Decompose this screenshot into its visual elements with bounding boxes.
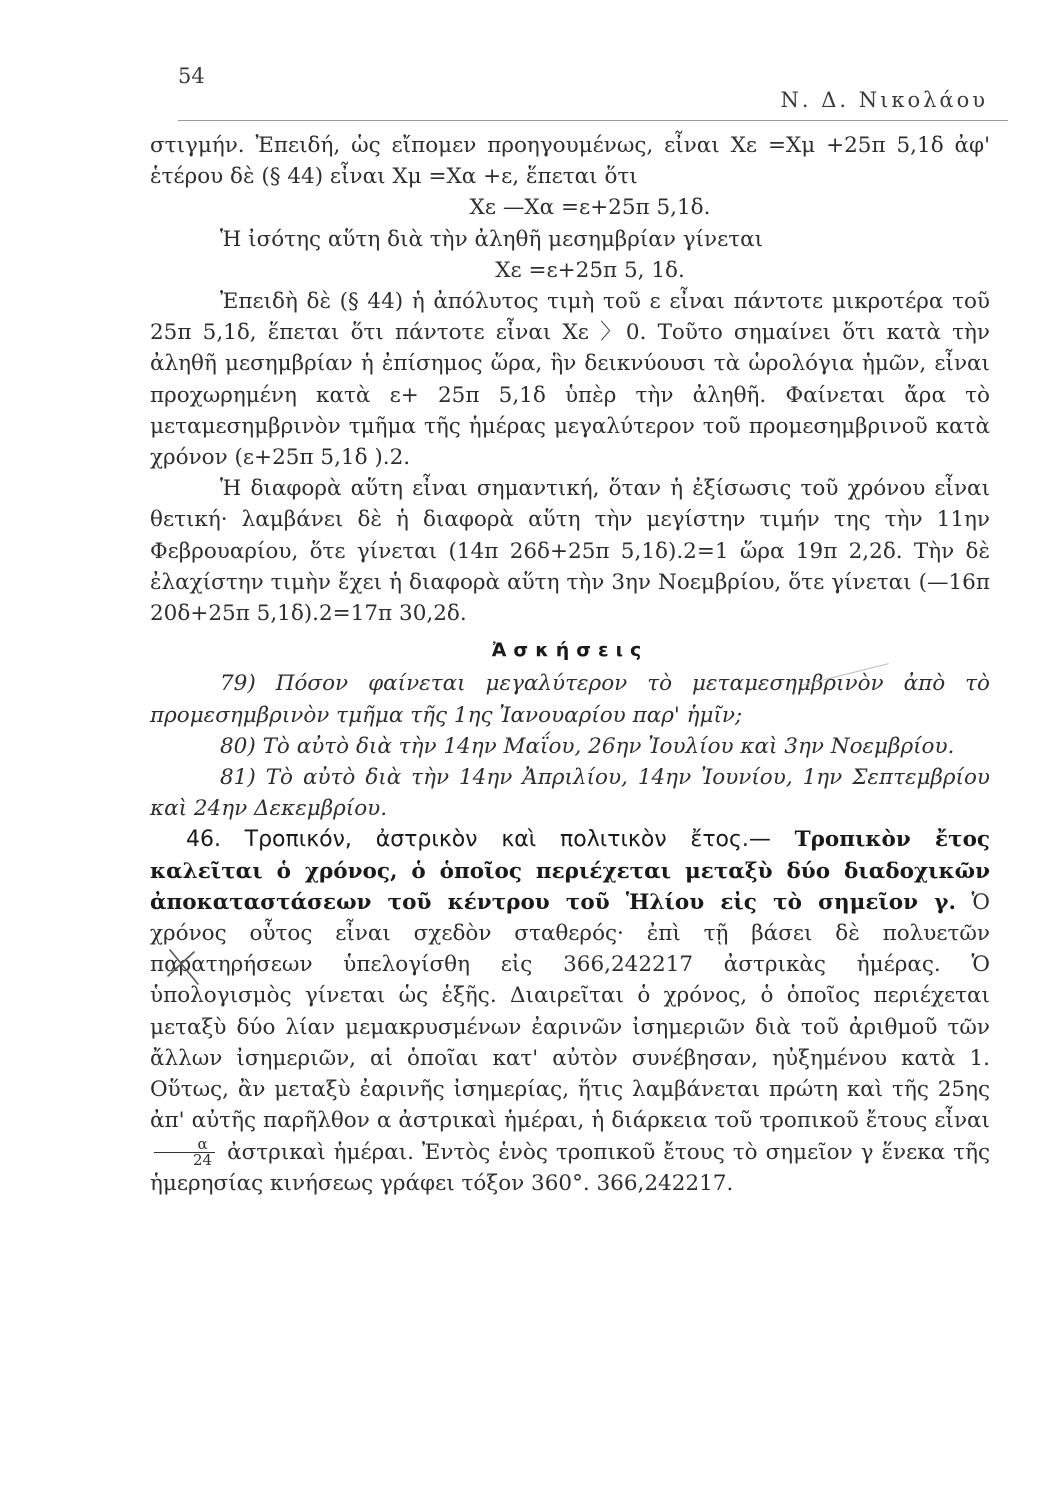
equation-2: Xε =ε+25π 5, 1δ. [495,257,685,283]
section-46 [150,824,990,1199]
paragraph-3: Ἐπειδὴ δὲ (§ 44) ἡ ἀπόλυτος τιμὴ τοῦ ε εἶναι πάντοτε μικροτέρα τοῦ 25π 5,1δ, ἕπεται ὅτι πάντοτε εἶναι Xε 〉0. Τοῦτο σημαίνει ὅτι κατὰ τὴν ἀληθῆ μεσημβρίαν ἡ ἐπίσημος ὥρα, ἣν δεικνύουσι τὰ ὡρολόγια ἡμῶν, εἶναι προχωρημένη κατὰ ε+ 25π 5,1δ ὑπὲρ τὴν ἀληθῆ. Φαίνεται ἄρα τὸ μεταμεσημβρινὸν τμῆμα τῆς ἡμέρας μεγαλύτερον τοῦ προμεσημβρινοῦ κατὰ χρόνον (ε+25π 5,1δ ).2. [150,289,990,471]
fraction [154,1137,215,1168]
page-header [178,64,1008,121]
fraction-numerator: α [154,1137,215,1153]
section-number: 46. [186,827,221,853]
exercise-81: 81) Τὸ αὐτὸ διὰ τὴν 14ην Ἀπριλίου, 14ην Ἰουνίου, 1ην Σεπτεμβρίου καὶ 24ην Δεκεμβρίου. [150,765,990,822]
paragraph-1: στιγμήν. Ἐπειδή, ὡς εἴπομεν προηγουμένως, εἶναι Xε =Xμ +25π 5,1δ ἀφ' ἑτέρου δὲ (§ 44) εἶναι Xμ =Xα +ε, ἕπεται ὅτι [150,133,990,190]
running-head-author: Ν. Δ. Νικολάου [780,88,988,112]
fraction-denominator: 24 [193,1151,213,1169]
exercise-79: 79) Πόσον φαίνεται μεγαλύτερον τὸ μεταμεσημβρινὸν ἀπὸ τὸ προμεσημβρινὸν τμῆμα τῆς 1ης Ἰανουαρίου παρ' ἡμῖν; [150,671,990,728]
section-title: Τροπικόν, ἀστρικὸν καὶ πολιτικὸν ἔτος.— [244,827,771,853]
paragraph-4: Ἡ διαφορὰ αὕτη εἶναι σημαντική, ὅταν ἡ ἐξίσωσις τοῦ χρόνου εἶναι θετική· λαμβάνει δὲ ἡ διαφορὰ αὕτη τὴν μεγίστην τιμήν της τὴν 11ην Φεβρουαρίου, ὅτε γίνεται (14π 26δ+25π 5,1δ).2=1 ὥρα 19π 2,2δ. Τὴν δὲ ἐλαχίστην τιμὴν ἔχει ἡ διαφορὰ αὕτη τὴν 3ην Νοεμβρίου, ὅτε γίνεται (—16π 20δ+25π 5,1δ).2=17π 30,2δ. [150,476,990,627]
handwritten-x-mark [164,946,204,986]
section-text-end: ἀστρικαὶ ἡμέραι. Ἐντὸς ἑνὸς τροπικοῦ ἔτους τὸ σημεῖον γ ἕνεκα τῆς ἡμερησίας κινήσεως γράφει τόξον 360°. 366,242217. [150,1139,990,1196]
equation-1: Xε —Xα =ε+25π 5,1δ. [469,195,711,221]
page-body [150,130,990,1199]
exercises-heading: Ἀσκήσεις [491,639,649,662]
section-text: Ὁ χρόνος οὗτος εἶναι σχεδὸν σταθερός· ἐπὶ τῇ βάσει δὲ πολυετῶν παρατηρήσεων ὑπελογίσθη εἰς 366,242217 ἀστρικὰς ἡμέρας. Ὁ ὑπολογισμὸς γίνεται ὡς ἑξῆς. Διαιρεῖται ὁ χρόνος, ὁ ὁποῖος περιέχεται μεταξὺ δύο λίαν μεμακρυσμένων ἐαρινῶν ἰσημεριῶν διὰ τοῦ ἀριθμοῦ τῶν ἄλλων ἰσημεριῶν, αἱ ὁποῖαι κατ' αὐτὸν συνέβησαν, ηὐξημένου κατὰ 1. Οὕτως, ἂν μεταξὺ ἐαρινῆς ἰσημερίας, ἥτις λαμβάνεται πρώτη καὶ τῆς 25ης ἀπ' αὐτῆς παρῆλθον α ἀστρικαὶ ἡμέραι, ἡ διάρκεια τοῦ τροπικοῦ ἔτους εἶναι [150,889,990,1134]
exercise-80: 80) Τὸ αὐτὸ διὰ τὴν 14ην Μαΐου, 26ην Ἰουλίου καὶ 3ην Νοεμβρίου. [220,733,955,759]
page-number: 54 [178,64,205,88]
section-definition: Τροπικὸν ἔτος καλεῖται ὁ χρόνος, ὁ ὁποῖος περιέχεται μεταξὺ δύο διαδοχικῶν ἀποκαταστάσεων τοῦ κέντρου τοῦ Ἡλίου εἰς τὸ σημεῖον γ. [150,827,991,915]
paragraph-2: Ἡ ἰσότης αὕτη διὰ τὴν ἀληθῆ μεσημβρίαν γίνεται [220,226,764,252]
